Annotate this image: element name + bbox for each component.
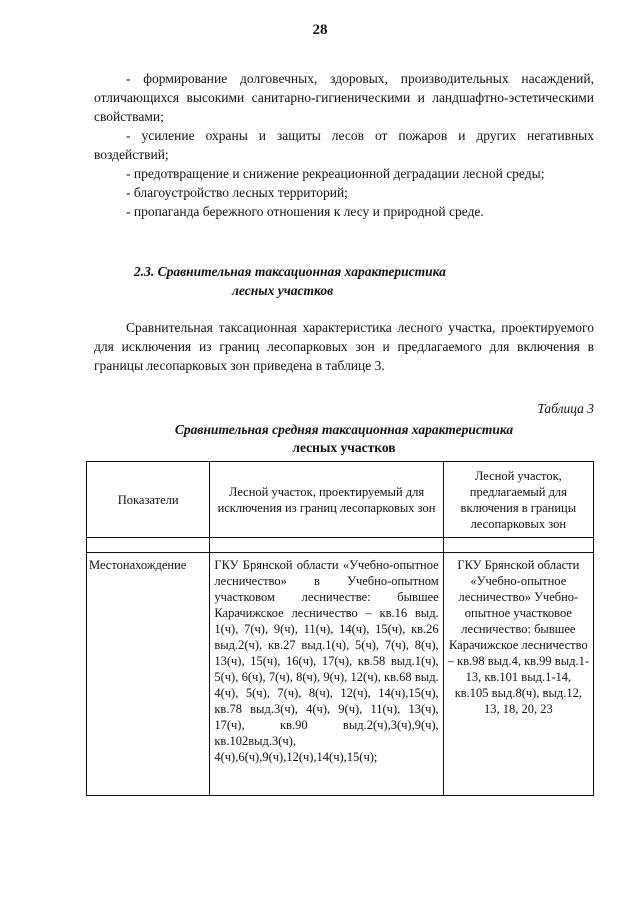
section-title-line2: лесных участков (232, 283, 334, 298)
page-number: 28 (312, 22, 328, 38)
list-item: - предотвращение и снижение рекреационной деградации лесной среды; (126, 166, 545, 181)
row-label-location: Местонахождение (87, 553, 210, 796)
table-row (87, 553, 594, 796)
bullet-list (94, 69, 594, 221)
comparison-table (86, 461, 594, 796)
cell-excluded-location: ГКУ Брянской области «Учебно-опытное лесничество» в Учебно-опытном участковом лесничестве: бывшее Карачижское лесничество – кв.16 выд. 1(ч), 7(ч), 9(ч), 11(ч), 14(ч), 15(ч), кв.26 выд.2(ч), кв.27 выд.1(ч), 5(ч), 7(ч), 8(ч), 13(ч), 15(ч), 16(ч), 17(ч), кв.58 выд.1(ч), 5(ч), 6(ч), 7(ч), 8(ч), 9(ч), 12(ч), кв.68 выд. 4(ч), 5(ч), 7(ч), 8(ч), 12(ч), 14(ч),15(ч), кв.78 выд.3(ч), 4(ч), 9(ч), 11(ч), 13(ч), 17(ч), кв.90 выд.2(ч),3(ч),9(ч), кв.102выд.3(ч), 4(ч),6(ч),9(ч),12(ч),14(ч),15(ч); (210, 553, 443, 796)
table-spacer-row (87, 538, 594, 553)
spacer-cell (87, 538, 210, 553)
cell-included-location: ГКУ Брянской области «Учебно-опытное лесничество» Учебно-опытное участковое лесничество: бывшее Карачижское лесничество – кв.98 выд.4, кв.99 выд.1-13, кв.101 выд.1-14, кв.105 выд.8(ч), выд.12, 13, 18, 20, 23 (443, 553, 593, 796)
table-caption-line2: лесных участков (292, 440, 396, 455)
spacer-cell (210, 538, 443, 553)
table-number-label: Таблица 3 (537, 401, 594, 416)
table-caption (94, 421, 594, 457)
section-heading (94, 262, 594, 300)
intro-paragraph: Сравнительная таксационная характеристика лесного участка, проектируемого для исключения из границ лесопарковых зон и предлагаемого для включения в границы лесопарковых зон приведена в таблице 3. (94, 320, 594, 373)
list-item: - пропаганда бережного отношения к лесу и природной среде. (126, 204, 484, 219)
spacer-cell (443, 538, 593, 553)
table-caption-line1: Сравнительная средняя таксационная характеристика (174, 422, 514, 437)
list-item: - формирование долговечных, здоровых, производительных насаждений, отличающихся высокими санитарно-гигиеническими и ландшафтно-эстетическими свойствами; (94, 71, 594, 124)
header-excluded-plot: Лесной участок, проектируемый для исключения из границ лесопарковых зон (210, 462, 443, 538)
header-included-plot: Лесной участок, предлагаемый для включения в границы лесопарковых зон (443, 462, 593, 538)
table-header-row (87, 462, 594, 538)
section-title-line1: 2.3. Сравнительная таксационная характеристика (134, 264, 446, 279)
list-item: - благоустройство лесных территорий; (126, 185, 348, 200)
list-item: - усиление охраны и защиты лесов от пожаров и других негативных воздействий; (94, 128, 594, 162)
header-indicators: Показатели (87, 462, 210, 538)
